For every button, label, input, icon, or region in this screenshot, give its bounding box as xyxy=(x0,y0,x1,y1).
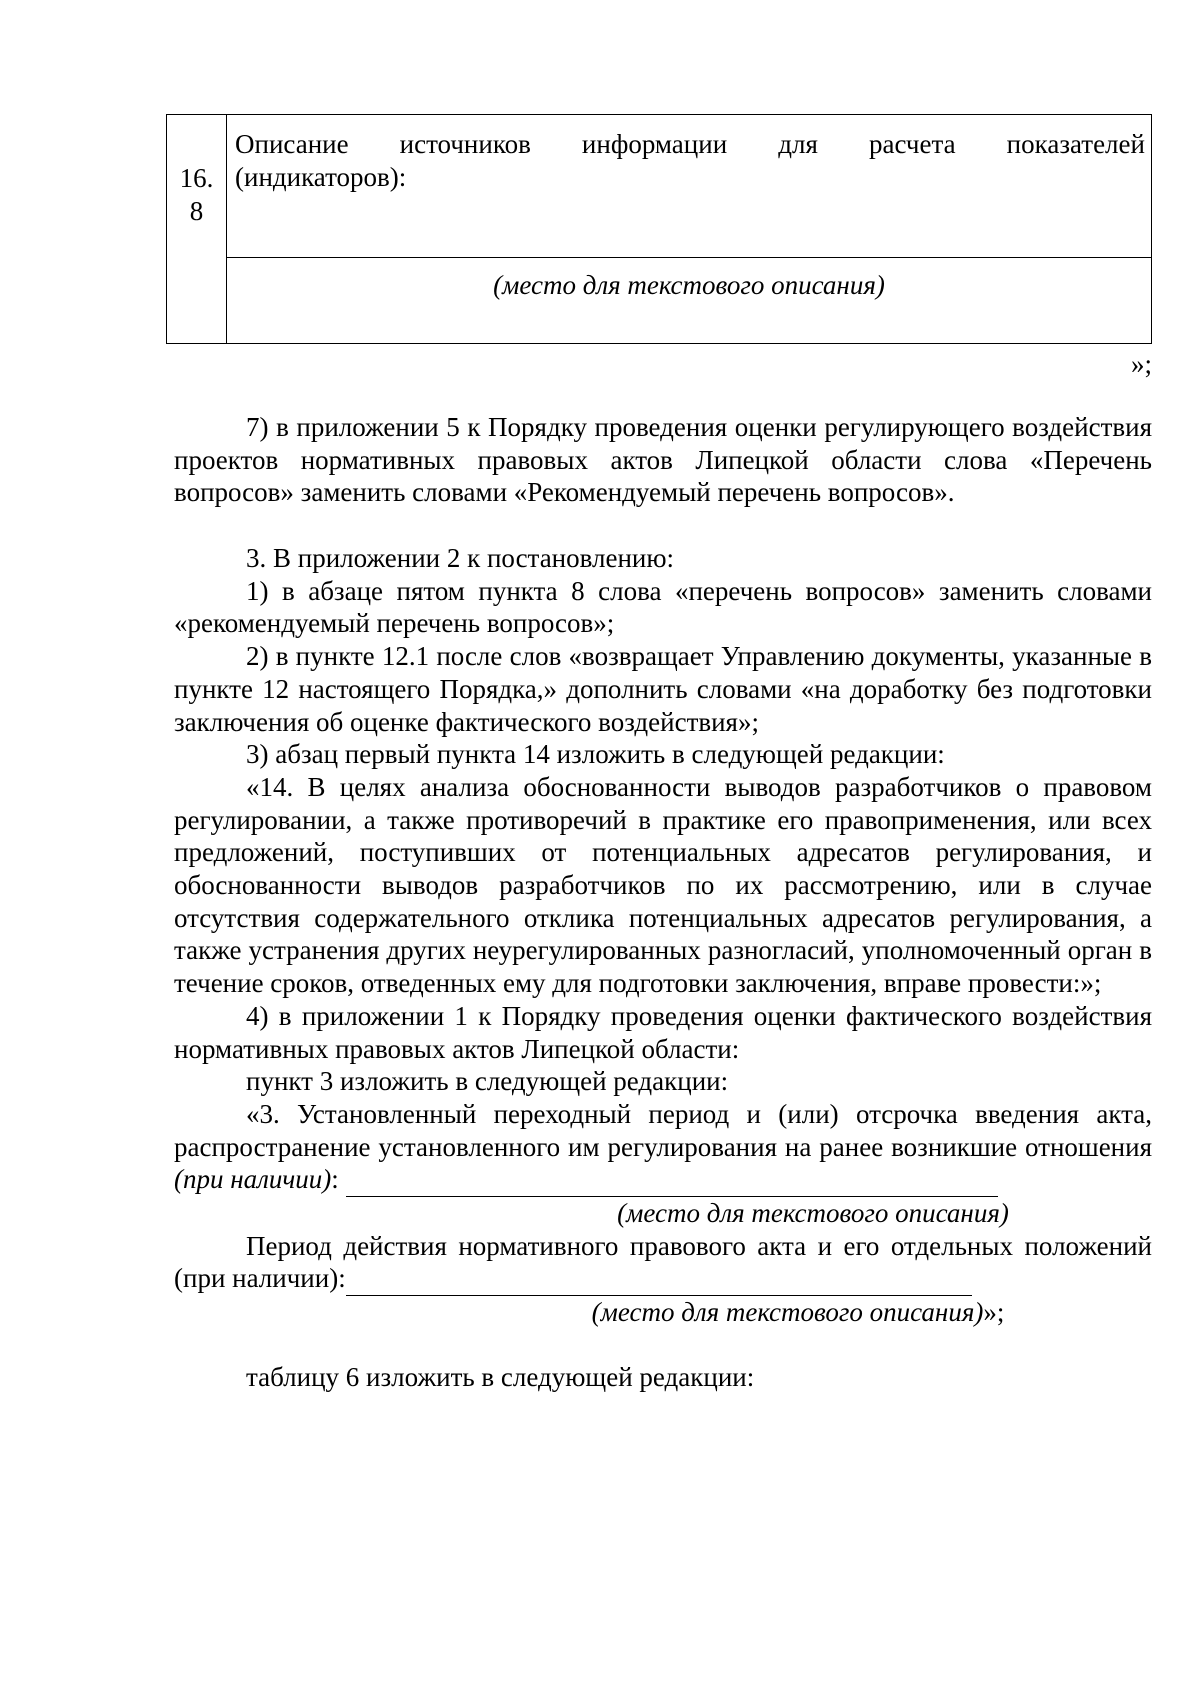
fill-line-1 xyxy=(346,1163,998,1197)
closing-mark: »; xyxy=(1130,349,1152,379)
item7-paragraph: 7) в приложении 5 к Порядку проведения оценки регулирующего воздействия проектов нормативных правовых актов Липецкой области слова «Перечень вопросов» заменить словами «Рекомендуемый перечень вопросов». xyxy=(174,412,1152,508)
section3-heading: 3. В приложении 2 к постановлению: xyxy=(246,543,675,573)
quote-main-text: «3. Установленный переходный период и (или) отсрочка введения акта, распространение установленного им регулирования на ранее возникшие отношения xyxy=(174,1098,1152,1162)
section3-item2: 2) в пункте 12.1 после слов «возвращает Управлению документы, указанные в пункте 12 настоящего Порядка,» дополнить словами «на доработку без подготовки заключения об оценке фактического воздействия»; xyxy=(174,641,1152,737)
period-paragraph xyxy=(174,1230,1152,1296)
desc-word: Описание xyxy=(235,129,349,159)
description-line2: (индикаторов): xyxy=(235,162,407,192)
desc-word: для xyxy=(778,129,818,159)
description-cell xyxy=(227,115,1151,258)
indicator-table xyxy=(166,114,1152,344)
quote-italic-text: (при наличии) xyxy=(174,1164,332,1195)
section3-item4: 4) в приложении 1 к Порядку проведения оценки фактического воздействия нормативных правовых актов Липецкой области: xyxy=(174,1000,1152,1064)
item7-block xyxy=(174,411,1152,509)
section3-item1: 1) в абзаце пятом пункта 8 слова «перечень вопросов» заменить словами «рекомендуемый перечень вопросов»; xyxy=(174,575,1152,639)
description-line1 xyxy=(235,128,1145,161)
desc-word: расчета xyxy=(868,129,956,159)
desc-word: источников xyxy=(399,129,531,159)
spacer xyxy=(174,1329,1152,1361)
section3-item4-sub: пункт 3 изложить в следующей редакции: xyxy=(246,1066,729,1097)
desc-word: информации xyxy=(581,129,728,159)
row-number-line2: 8 xyxy=(189,196,204,226)
desc-word: показателей xyxy=(1006,129,1145,159)
period-text: Период действия нормативного правового акта и его отдельных положений (при наличии): xyxy=(174,1230,1152,1294)
placeholder-2-suffix: »; xyxy=(983,1297,1005,1328)
section3-item3: 3) абзац первый пункта 14 изложить в следующей редакции: xyxy=(246,739,945,770)
placeholder-1: (место для текстового описания) xyxy=(617,1198,1009,1229)
quote-colon: : xyxy=(331,1164,339,1195)
section3-item3-quote: «14. В целях анализа обоснованности выводов разработчиков о правовом регулировании, а также противоречий в практике его правоприменения, или всех предложений, поступивших от потенциальных адресатов регулирования, и обоснованности выводов разработчиков по их рассмотрению, или в случае отсутствия содержательного отклика потенциальных адресатов регулирования, а также устранения других неурегулированных разногласий, уполномоченный орган в течение сроков, отведенных ему для подготовки заключения, вправе провести:»; xyxy=(174,771,1152,999)
table6-paragraph: таблицу 6 изложить в следующей редакции: xyxy=(246,1361,755,1392)
placeholder-cell: (место для текстового описания) xyxy=(493,270,885,300)
section3-item4-quote xyxy=(174,1098,1152,1197)
row-number-line1: 16. xyxy=(179,163,214,193)
row-number-cell xyxy=(167,115,227,343)
section3-block xyxy=(174,542,1152,1394)
placeholder-2-line xyxy=(174,1296,1152,1329)
placeholder-2: (место для текстового описания) xyxy=(591,1297,984,1328)
fill-line-2 xyxy=(346,1262,972,1296)
